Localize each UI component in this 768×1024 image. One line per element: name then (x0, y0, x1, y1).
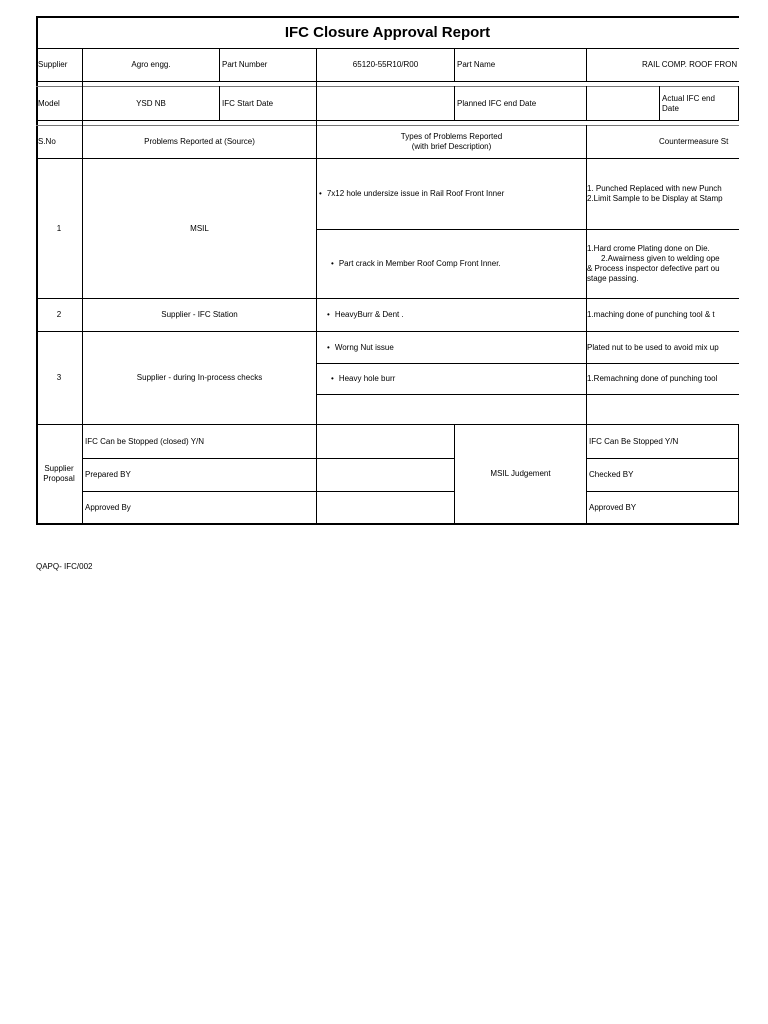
col-header-types-line1: Types of Problems Reported (400, 132, 503, 141)
planned-end-value (587, 87, 659, 120)
report-sheet (36, 16, 739, 526)
ifc-stopped-label: IFC Can be Stopped (closed) Y/N (85, 436, 205, 446)
part-number-label: Part Number (222, 60, 268, 69)
ifc-stopped-value[interactable] (317, 425, 454, 458)
row1-countermeasure2 (587, 230, 739, 298)
row2-countermeasure1: 1.maching done of punching tool & t (587, 310, 715, 319)
row3-sno: 3 (56, 373, 62, 382)
col-header-countermeasure: Countermeasure St (659, 137, 729, 146)
supplier-value: Agro engg. (131, 60, 171, 69)
row1-problem2 (317, 230, 586, 298)
row1-problem2-text: • Part crack in Member Roof Comp Front Inner. (331, 259, 501, 269)
row1-cm1-line1: 1. Punched Replaced with new Punch (587, 184, 722, 193)
msil-stopped-label: IFC Can Be Stopped Y/N (589, 436, 679, 446)
col-line-8 (738, 424, 739, 524)
col-header-source: Problems Reported at (Source) (144, 137, 255, 146)
row1-cm2-line2: 2.Awairness given to welding ope (601, 254, 720, 263)
row2-problem1 (317, 299, 586, 331)
page-title: IFC Closure Approval Report (284, 24, 491, 41)
row1-source: MSIL (190, 223, 209, 233)
part-name-value: RAIL COMP. ROOF FRON (642, 60, 738, 69)
part-name-label: Part Name (457, 60, 496, 69)
row3-problem1 (317, 332, 586, 363)
supplier-label: Supplier (38, 60, 68, 69)
col-header-types-line2: (with brief Description) (411, 142, 492, 151)
row3-problem2 (317, 364, 586, 394)
row3-countermeasure1: Plated nut to be used to avoid mix up (587, 342, 719, 352)
part-number-value: 65120-55R10/R00 (352, 60, 419, 69)
row3-source: Supplier - during In-process checks (136, 373, 263, 382)
prepared-by-value[interactable] (317, 459, 454, 491)
row3-problem1-text: • Worng Nut issue (327, 343, 394, 353)
supplier-proposal-label (36, 425, 82, 523)
actual-end-label-line2: Date (662, 103, 679, 113)
approved-by-value[interactable] (317, 492, 454, 523)
line-model-bottom (36, 120, 739, 121)
ifc-start-label: IFC Start Date (222, 98, 274, 108)
actual-end-label-line1: Actual IFC end (662, 93, 715, 103)
model-label: Model (38, 98, 60, 108)
col-line-7 (738, 86, 739, 120)
prepared-by-label: Prepared BY (85, 470, 131, 479)
approved-by-label: Approved By (85, 502, 131, 512)
row2-problem1-text: • HeavyBurr & Dent . (327, 310, 404, 320)
row3-problem2-text: • Heavy hole burr (331, 374, 395, 384)
row1-cm2-line3: & Process inspector defective part ou (587, 264, 720, 273)
border-bottom (36, 523, 739, 525)
model-value: YSD NB (136, 98, 166, 108)
actual-end-label (660, 87, 738, 120)
ifc-start-value (317, 87, 454, 120)
supplier-proposal-line1: Supplier (44, 464, 74, 473)
line-row3b-bottom (316, 394, 739, 395)
row1-countermeasure1 (587, 159, 739, 229)
checked-by-label: Checked BY (589, 470, 634, 479)
row1-cm2-line4: stage passing. (587, 274, 639, 283)
col-header-types (317, 126, 586, 158)
row1-cm2-line1: 1.Hard crome Plating done on Die. (587, 244, 710, 253)
col-header-sno: S.No (38, 137, 56, 146)
msil-approved-label: Approved BY (589, 502, 637, 512)
form-code: QAPQ- IFC/002 (36, 562, 93, 571)
row1-problem1-text: • 7x12 hole undersize issue in Rail Roof Front Inner (319, 189, 504, 199)
planned-end-label: Planned IFC end Date (457, 98, 537, 108)
col-line-5a (586, 48, 587, 81)
row3-countermeasure2: 1.Remachning done of punching tool (587, 374, 718, 383)
row1-problem1 (317, 159, 586, 229)
row1-sno: 1 (56, 223, 62, 233)
supplier-proposal-line2: Proposal (43, 474, 75, 483)
row2-source: Supplier - IFC Station (161, 310, 238, 319)
msil-judgement-label: MSIL Judgement (490, 469, 551, 478)
row2-sno: 2 (56, 310, 62, 319)
line-supplier-bottom (36, 81, 739, 82)
row1-cm1-line2: 2.Limit Sample to be Display at Stamp (587, 194, 723, 203)
